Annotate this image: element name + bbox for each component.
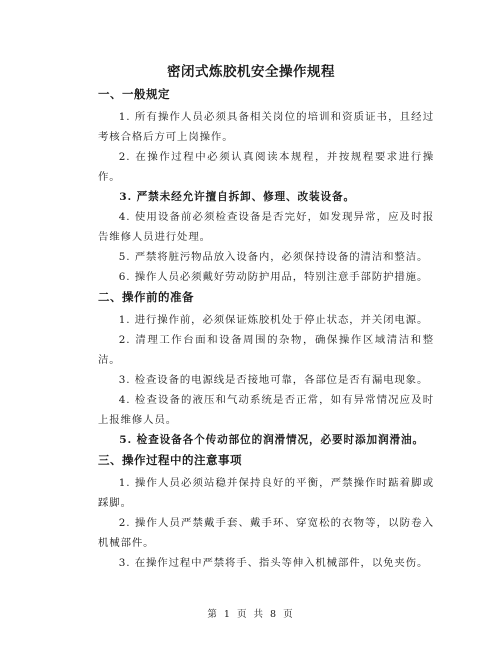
section-heading: 三、操作过程中的注意事项 — [98, 453, 242, 467]
paragraph: 1. 进行操作前，必须保证炼胶机处于停止状态，并关闭电源。 — [118, 314, 429, 326]
paragraph: 4. 检查设备的液压和气动系统是否正常，如有异常情况应及时上报维修人员。 — [98, 394, 434, 426]
document-body — [98, 84, 434, 573]
paragraph: 2. 在操作过程中必须认真阅读本规程，并按规程要求进行操作。 — [98, 151, 434, 183]
paragraph: 1. 操作人员必须站稳并保持良好的平衡，严禁操作时踮着脚或踩脚。 — [98, 477, 434, 509]
paragraph: 5. 严禁将脏污物品放入设备内，必须保持设备的清洁和整洁。 — [118, 251, 429, 263]
paragraph: 2. 清理工作台面和设备周围的杂物，确保操作区域清洁和整洁。 — [98, 334, 434, 366]
paragraph: 3. 检查设备的电源线是否接地可靠，各部位是否有漏电现象。 — [118, 374, 429, 386]
section-heading: 二、操作前的准备 — [98, 290, 194, 304]
page-footer: 第 1 页 共 8 页 — [207, 609, 295, 620]
paragraph-emphasized: 5. 检查设备各个传动部位的润滑情况，必要时添加润滑油。 — [119, 434, 424, 446]
paragraph: 4. 使用设备前必须检查设备是否完好，如发现异常，应及时报告维修人员进行处理。 — [98, 211, 434, 243]
document-title: 密闭式炼胶机安全操作规程 — [167, 64, 335, 80]
section-heading: 一、一般规定 — [98, 87, 170, 101]
paragraph: 3. 在操作过程中严禁将手、指头等伸入机械部件，以免夹伤。 — [118, 557, 429, 569]
paragraph: 1. 所有操作人员必须具备相关岗位的培训和资质证书，且经过考核合格后方可上岗操作。 — [98, 111, 434, 143]
paragraph: 6. 操作人员必须戴好劳动防护用品，特别注意手部防护措施。 — [118, 271, 429, 283]
paragraph-emphasized: 3. 严禁未经允许擅自拆卸、修理、改装设备。 — [119, 191, 356, 203]
paragraph: 2. 操作人员严禁戴手套、戴手环、穿宽松的衣物等，以防卷入机械部件。 — [98, 517, 434, 549]
